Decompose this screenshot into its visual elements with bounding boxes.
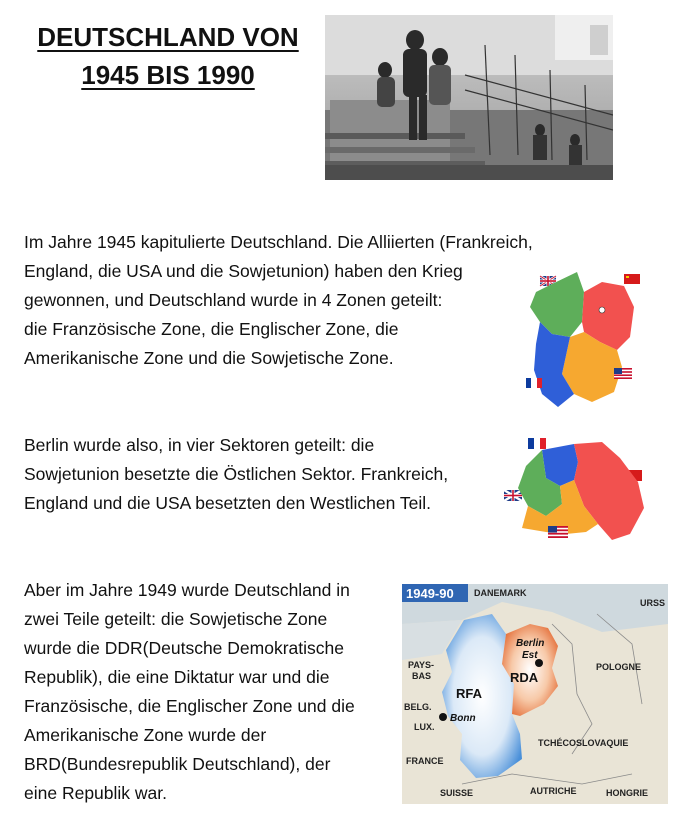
text-line: England, die USA und die Sowjetunion) haben den Krieg bbox=[24, 261, 463, 281]
map-label-bas: BAS bbox=[412, 671, 432, 681]
title-line-1: DEUTSCHLAND VON bbox=[37, 22, 299, 52]
text-line: eine Republik war. bbox=[24, 783, 167, 803]
map-label-pologne: POLOGNE bbox=[596, 662, 642, 672]
paragraph-division bbox=[24, 576, 394, 808]
map-label-suisse: SUISSE bbox=[440, 788, 474, 798]
text-line: die Französische Zone, die Englischer Zone, die bbox=[24, 319, 399, 339]
map-label-hongrie: HONGRIE bbox=[606, 788, 649, 798]
map-period-label: 1949-90 bbox=[406, 586, 454, 601]
page-title bbox=[18, 18, 318, 94]
text-line: Republik), die eine Diktatur war und die bbox=[24, 667, 330, 687]
text-line: Französische, die Englischer Zone und die bbox=[24, 696, 355, 716]
text-line: Sowjetunion besetzte die Östlichen Sektor. Frankreich, bbox=[24, 464, 449, 484]
usa-flag-icon bbox=[614, 368, 632, 379]
map-label-est: Est bbox=[522, 650, 538, 661]
text-line: BRD(Bundesrepublik Deutschland), der bbox=[24, 754, 331, 774]
berlin-sectors-map bbox=[502, 432, 652, 550]
map-label-belg: BELG. bbox=[404, 702, 432, 712]
divided-germany-map bbox=[402, 584, 668, 804]
uk-flag-icon bbox=[504, 490, 522, 501]
ussr-flag-icon bbox=[624, 274, 640, 284]
map-label-urss: URSS bbox=[640, 598, 666, 608]
text-line: Berlin wurde also, in vier Sektoren geteilt: die bbox=[24, 435, 375, 455]
france-flag-icon bbox=[526, 378, 542, 388]
map-label-autriche: AUTRICHE bbox=[530, 786, 577, 796]
title-line-2: 1945 BIS 1990 bbox=[81, 60, 255, 90]
paragraph-berlin bbox=[24, 431, 504, 518]
map-label-tchecoslovaquie: TCHÉCOSLOVAQUIE bbox=[538, 738, 629, 748]
france-flag-icon bbox=[528, 438, 546, 449]
text-line: wurde die DDR(Deutsche Demokratische bbox=[24, 638, 344, 658]
usa-flag-icon bbox=[548, 526, 568, 538]
text-line: Amerikanische Zone und die Sowjetische Zone. bbox=[24, 348, 394, 368]
text-line: gewonnen, und Deutschland wurde in 4 Zonen geteilt: bbox=[24, 290, 443, 310]
paragraph-zones bbox=[24, 228, 604, 373]
germany-zones-map bbox=[522, 262, 650, 412]
berlin-wall-photo bbox=[325, 15, 613, 180]
map-label-pays: PAYS- bbox=[408, 660, 435, 670]
map-label-berlin: Berlin bbox=[516, 638, 545, 649]
text-line: zwei Teile geteilt: die Sowjetische Zone bbox=[24, 609, 328, 629]
map-label-rda: RDA bbox=[510, 670, 539, 685]
text-line: England und die USA besetzten den Westlichen Teil. bbox=[24, 493, 431, 513]
map-label-danemark: DANEMARK bbox=[474, 588, 527, 598]
map-label-france: FRANCE bbox=[406, 756, 444, 766]
text-line: Im Jahre 1945 kapitulierte Deutschland. Die Alliierten (Frankreich, bbox=[24, 232, 533, 252]
text-line: Amerikanische Zone wurde der bbox=[24, 725, 267, 745]
map-label-rfa: RFA bbox=[456, 686, 482, 701]
map-label-bonn: Bonn bbox=[450, 713, 476, 724]
text-line: Aber im Jahre 1949 wurde Deutschland in bbox=[24, 580, 350, 600]
map-label-lux: LUX. bbox=[414, 722, 435, 732]
